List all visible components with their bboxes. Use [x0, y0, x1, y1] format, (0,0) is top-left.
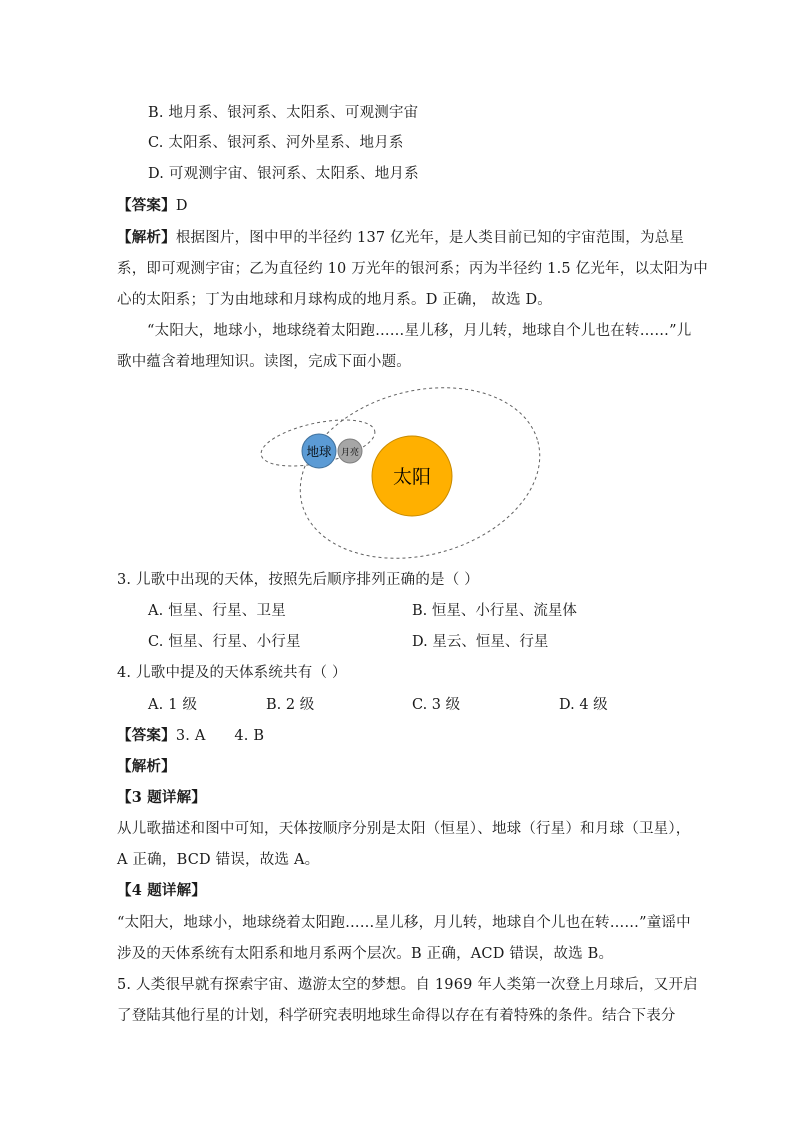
q4-detail-label: 【4 题详解】	[117, 882, 207, 899]
q34-answer	[117, 726, 264, 746]
q2-option-d: D. 可观测宇宙、银河系、太阳系、地月系	[148, 166, 419, 182]
answer-label: 【答案】	[117, 197, 176, 214]
q3-detail-label: 【3 题详解】	[117, 789, 207, 806]
q2-option-b: B. 地月系、银河系、太阳系、可观测宇宙	[148, 105, 419, 121]
q3-option-d: D. 星云、恒星、行星	[412, 634, 549, 650]
q3-option-b: B. 恒星、小行星、流星体	[412, 603, 577, 619]
q2-analysis-line-2: 系，即可观测宇宙；乙为直径约 10 万光年的银河系；丙为半径约 1.5 亿光年，以太阳为中	[117, 261, 708, 277]
q5-line-1: 5. 人类很早就有探索宇宙、遨游太空的梦想。自 1969 年人类第一次登上月球后，又开启	[117, 977, 698, 993]
q2-option-c: C. 太阳系、银河系、河外星系、地月系	[148, 135, 404, 151]
answer-value: D	[175, 198, 188, 214]
q2-answer	[117, 196, 188, 216]
moon-label: 月亮	[340, 448, 360, 458]
q3-option-a: A. 恒星、行星、卫星	[148, 603, 286, 619]
analysis-label: 【解析】	[117, 229, 176, 246]
q4-option-b: B. 2 级	[266, 697, 315, 713]
q4-detail-line-1: “太阳大，地球小，地球绕着太阳跑……星儿移，月儿转，地球自个儿也在转……”童谣中	[117, 915, 691, 931]
answer-label: 【答案】	[117, 727, 176, 744]
answer-value: 3. A 4. B	[175, 728, 265, 744]
orbit-diagram	[255, 385, 545, 560]
passage-line-1: “太阳大，地球小，地球绕着太阳跑……星儿移，月儿转，地球自个儿也在转……”儿	[147, 323, 692, 339]
sun-label: 太阳	[392, 466, 432, 488]
earth-label: 地球	[306, 444, 332, 459]
q5-line-2: 了登陆其他行星的计划，科学研究表明地球生命得以存在有着特殊的条件。结合下表分	[117, 1008, 676, 1024]
q4-option-d: D. 4 级	[559, 697, 608, 713]
q34-analysis-label: 【解析】	[117, 758, 176, 775]
passage-line-2: 歌中蕴含着地理知识。读图，完成下面小题。	[117, 354, 411, 370]
q4-option-c: C. 3 级	[412, 697, 461, 713]
q2-analysis-line-3: 心的太阳系；丁为由地球和月球构成的地月系。D 正确， 故选 D。	[117, 292, 552, 308]
q3-detail-line-1: 从儿歌描述和图中可知，天体按顺序分别是太阳（恒星）、地球（行星）和月球（卫星），	[117, 821, 691, 837]
q4-detail-line-2: 涉及的天体系统有太阳系和地月系两个层次。B 正确，ACD 错误，故选 B。	[117, 946, 614, 962]
analysis-text: 根据图片，图中甲的半径约 137 亿光年，是人类目前已知的宇宙范围，为总星	[175, 230, 685, 246]
q3-detail-line-2: A 正确，BCD 错误，故选 A。	[117, 852, 320, 868]
q2-analysis-line-1	[117, 228, 684, 248]
q3-option-c: C. 恒星、行星、小行星	[148, 634, 301, 650]
q3-stem: 3. 儿歌中出现的天体，按照先后顺序排列正确的是（ ）	[117, 572, 479, 588]
q4-stem: 4. 儿歌中提及的天体系统共有（ ）	[117, 665, 347, 681]
q4-option-a: A. 1 级	[148, 697, 198, 713]
